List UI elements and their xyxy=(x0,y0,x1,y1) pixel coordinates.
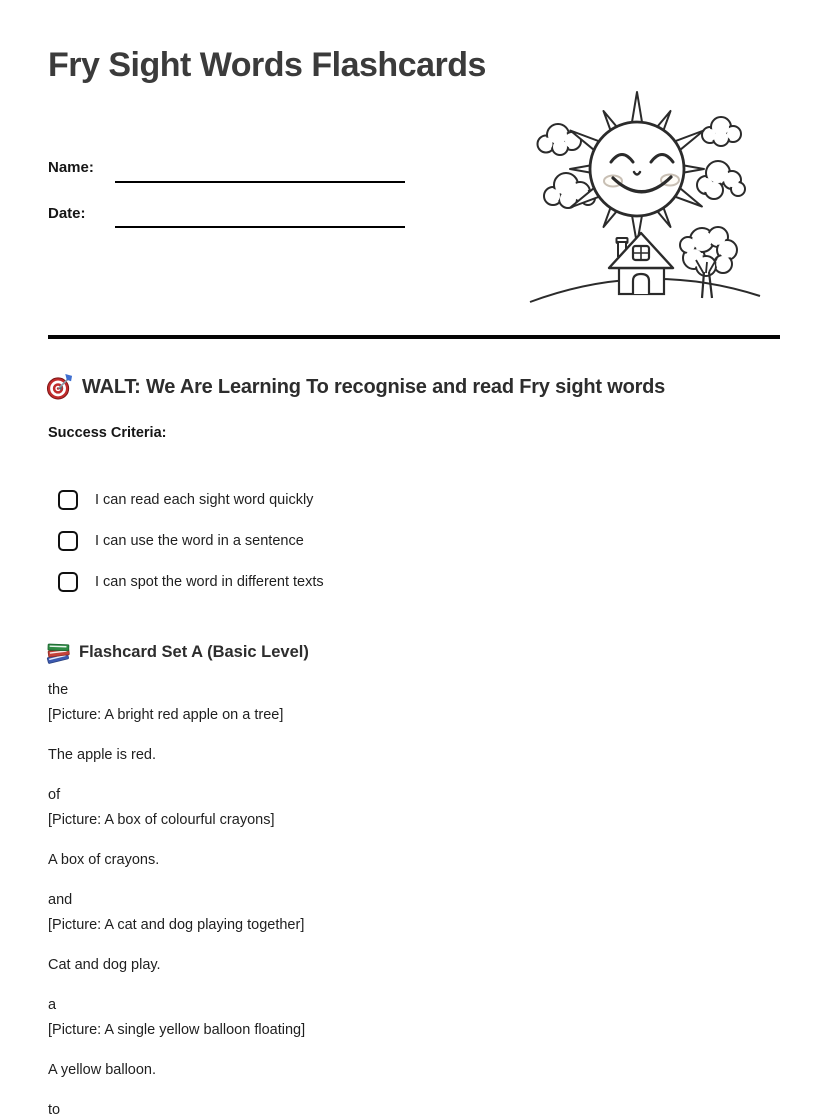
target-dart-icon xyxy=(46,374,73,401)
flashcard-picture: [Picture: A bright red apple on a tree] xyxy=(48,707,284,723)
sun-house-illustration xyxy=(518,72,790,308)
cloud-right xyxy=(697,161,745,199)
flashcard-word: a xyxy=(48,997,57,1013)
success-criteria-list xyxy=(58,488,324,611)
flashcard-picture: [Picture: A cat and dog playing together] xyxy=(48,917,305,933)
cloud-left xyxy=(544,173,595,208)
house-door xyxy=(633,274,649,294)
cloud-top-left xyxy=(538,124,582,155)
criteria-label: I can spot the word in different texts xyxy=(95,573,324,590)
flashcard-word: of xyxy=(48,787,61,803)
name-label: Name: xyxy=(48,159,94,176)
flashcard-picture: [Picture: A box of colourful crayons] xyxy=(48,812,275,828)
sun-face xyxy=(590,122,684,216)
criteria-row xyxy=(58,488,324,511)
criteria-label: I can read each sight word quickly xyxy=(95,491,314,508)
flashcard xyxy=(48,678,305,768)
flashcard-sentence: The apple is red. xyxy=(48,747,157,763)
flashcard-list xyxy=(48,678,305,1118)
flashcard-word: to xyxy=(48,1102,61,1118)
name-line xyxy=(115,181,405,183)
date-label: Date: xyxy=(48,205,86,222)
checkbox[interactable] xyxy=(58,572,78,592)
criteria-label: I can use the word in a sentence xyxy=(95,532,304,549)
flashcard-sentence: A yellow balloon. xyxy=(48,1062,157,1078)
flashcard-set-heading: Flashcard Set A (Basic Level) xyxy=(79,642,309,661)
criteria-row xyxy=(58,529,324,552)
walt-heading: WALT: We Are Learning To recognise and read Fry sight words xyxy=(82,376,666,398)
flashcard-sentence: A box of crayons. xyxy=(48,852,160,868)
section-divider xyxy=(48,335,780,339)
flashcard-picture: [Picture: A single yellow balloon floating] xyxy=(48,1022,306,1038)
flashcard-word: the xyxy=(48,682,69,698)
success-criteria-label: Success Criteria: xyxy=(48,425,167,441)
flashcard xyxy=(48,783,305,873)
flashcard-word: and xyxy=(48,892,73,908)
date-line xyxy=(115,226,405,228)
checkbox[interactable] xyxy=(58,531,78,551)
flashcard xyxy=(48,993,305,1083)
books-icon xyxy=(46,640,70,664)
checkbox[interactable] xyxy=(58,490,78,510)
cloud-top-right xyxy=(702,117,741,146)
flashcard xyxy=(48,1098,305,1118)
criteria-row xyxy=(58,570,324,593)
house xyxy=(609,233,673,294)
flashcard xyxy=(48,888,305,978)
page-title: Fry Sight Words Flashcards xyxy=(48,46,486,84)
flashcard-sentence: Cat and dog play. xyxy=(48,957,161,973)
